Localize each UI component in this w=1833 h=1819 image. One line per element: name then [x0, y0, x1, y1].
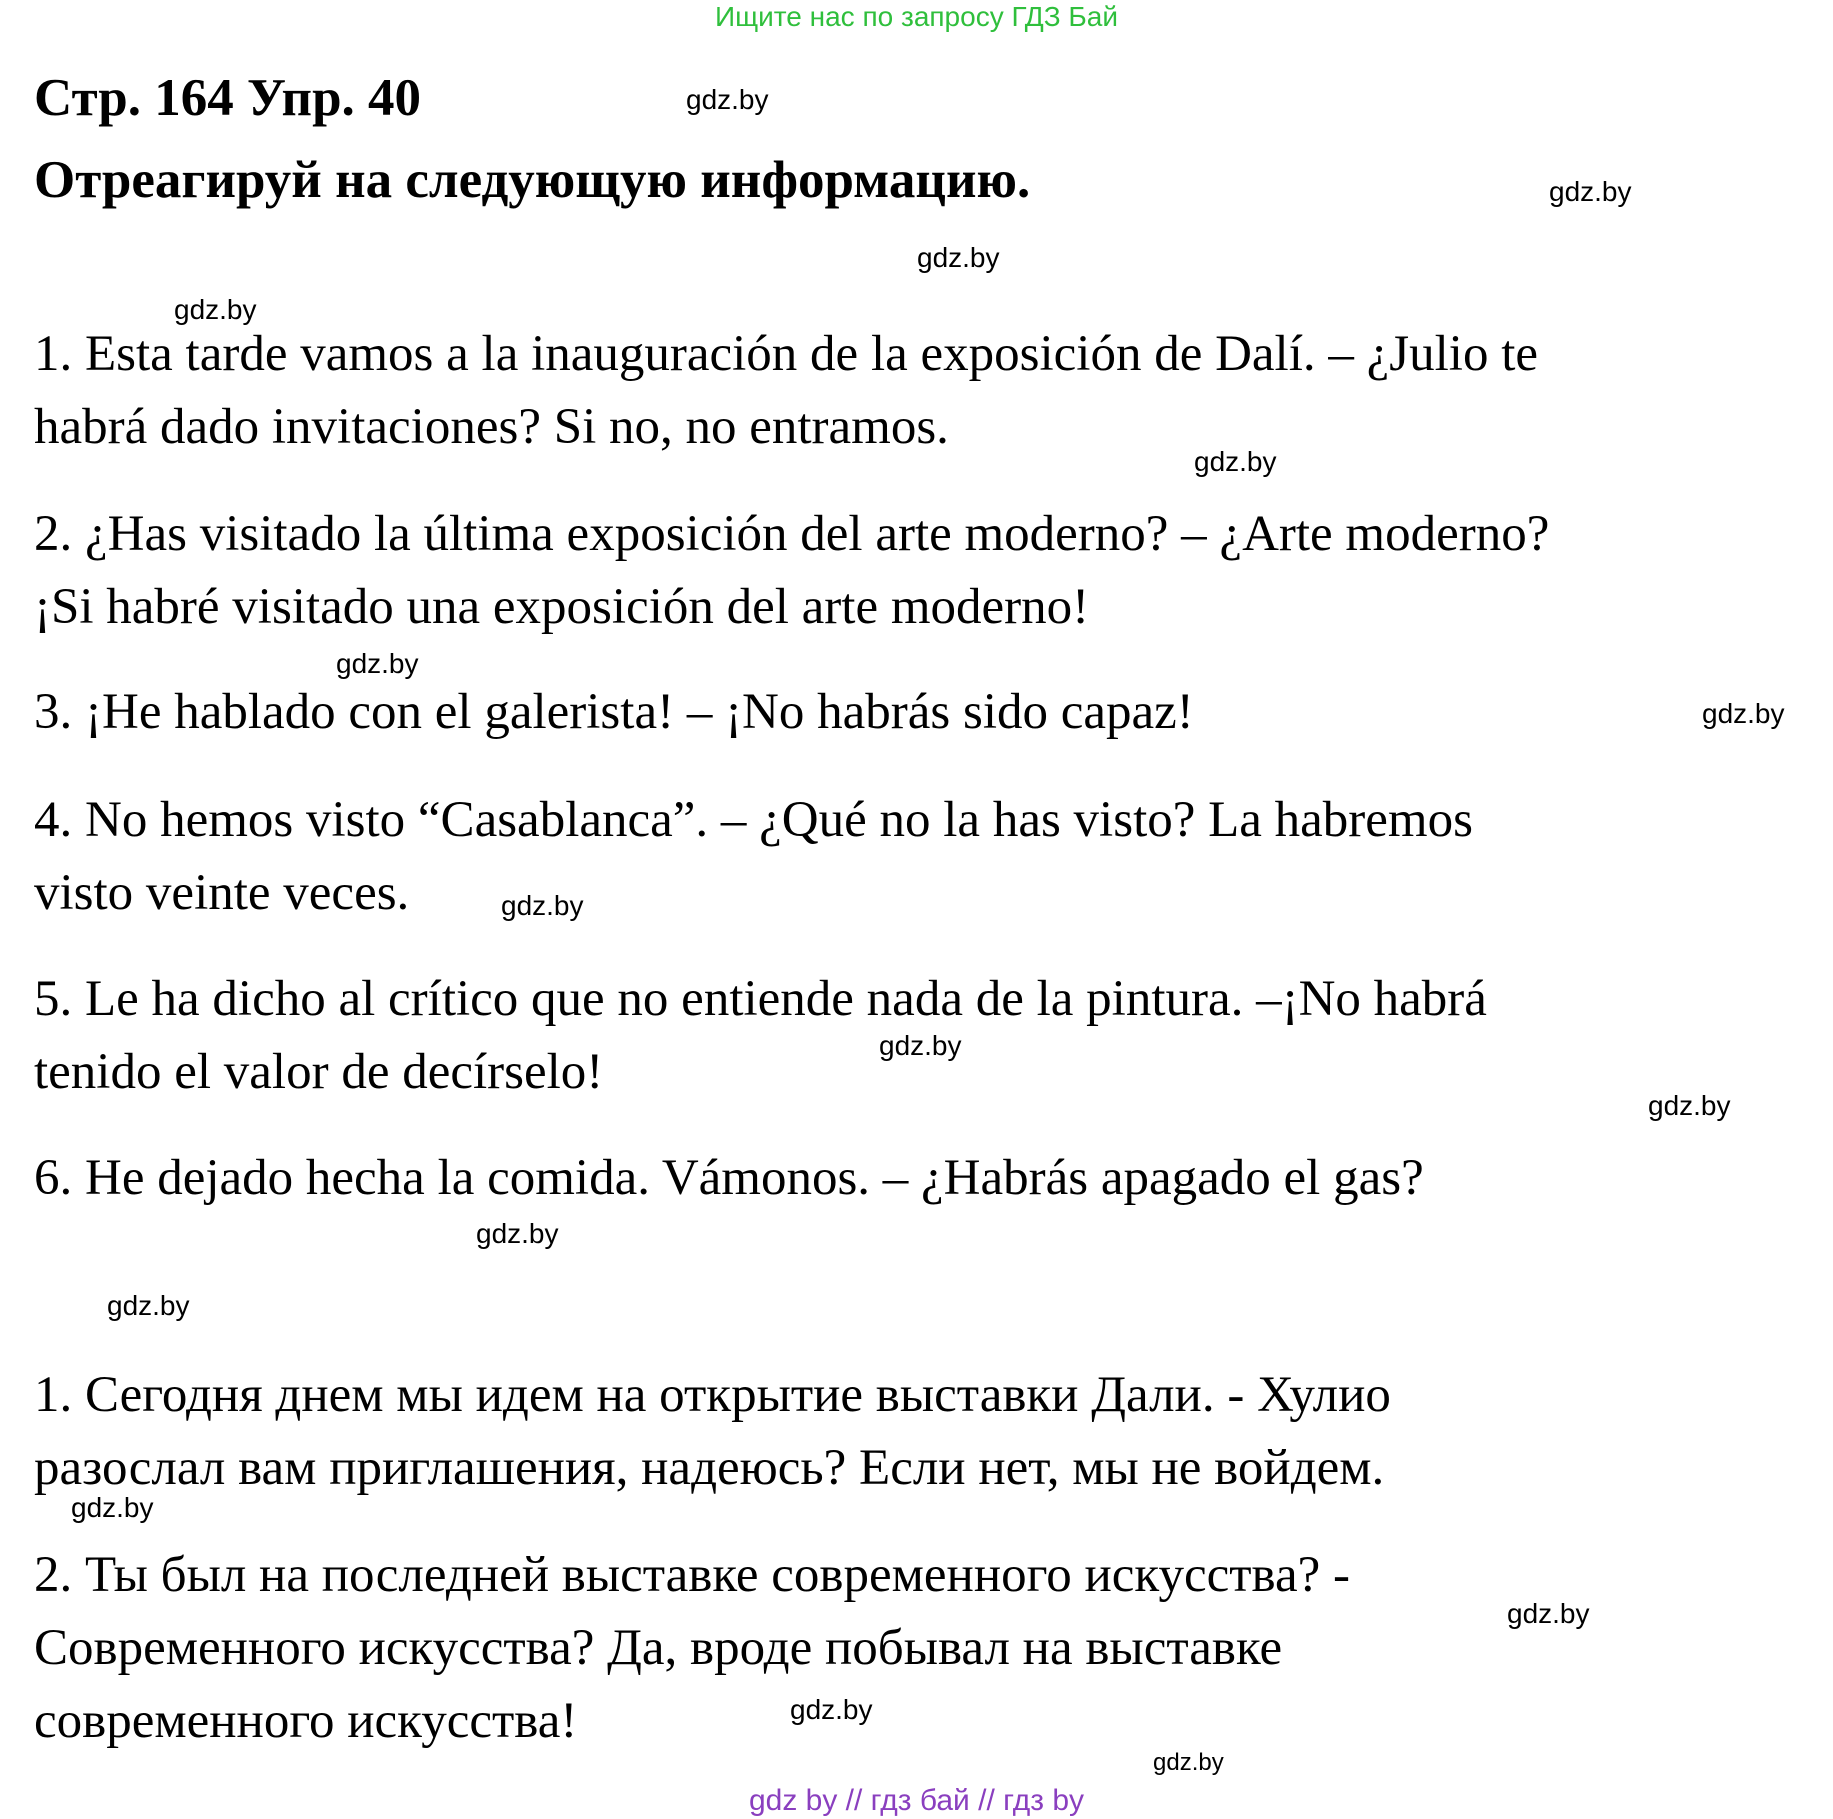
- page-title: Стр. 164 Упр. 40: [34, 69, 422, 127]
- watermark: gdz.by: [501, 890, 584, 921]
- russian-item-2: [34, 1539, 1814, 1758]
- watermark: gdz.by: [686, 84, 769, 115]
- watermark: gdz.by: [71, 1492, 154, 1523]
- spanish-item-1-line1: 1. Esta tarde vamos a la inauguración de la exposición de Dalí. – ¿Julio te: [34, 326, 1539, 382]
- spanish-item-2: [34, 498, 1814, 644]
- top-banner: Ищите нас по запросу ГДЗ Бай: [714, 1, 1119, 32]
- spanish-item-5-line1: 5. Le ha dicho al crítico que no entiende nada de la pintura. –¡No habrá: [34, 971, 1487, 1027]
- spanish-item-4-line2: visto veinte veces.: [34, 865, 410, 921]
- watermark: gdz.by: [790, 1694, 873, 1725]
- watermark: gdz.by: [1549, 176, 1632, 207]
- watermark: gdz.by: [476, 1218, 559, 1249]
- spanish-item-3-line1: 3. ¡He hablado con el galerista! – ¡No habrás sido capaz!: [34, 684, 1194, 740]
- russian-item-2-line1: 2. Ты был на последней выставке современного искусства? -: [34, 1547, 1350, 1603]
- watermark: gdz.by: [917, 242, 1000, 273]
- watermark: gdz.by: [174, 294, 257, 325]
- spanish-item-1: [34, 318, 1814, 464]
- russian-item-2-line3: современного искусства!: [34, 1693, 578, 1749]
- spanish-item-4: [34, 784, 1814, 930]
- footer-links: gdz by // гдз бай // гдз by: [748, 1784, 1085, 1817]
- spanish-item-2-line1: 2. ¿Has visitado la última exposición del arte moderno? – ¿Arte moderno?: [34, 506, 1550, 562]
- watermark: gdz.by: [336, 648, 419, 679]
- watermark: gdz.by: [1507, 1598, 1590, 1629]
- spanish-item-1-line2: habrá dado invitaciones? Si no, no entramos.: [34, 399, 949, 455]
- spanish-item-6: [34, 1142, 1814, 1215]
- spanish-item-5-line2: tenido el valor de decírselo!: [34, 1044, 604, 1100]
- watermark: gdz.by: [107, 1290, 190, 1321]
- page-subtitle: Отреагируй на следующую информацию.: [34, 151, 1031, 209]
- russian-item-1: [34, 1359, 1814, 1505]
- watermark: gdz.by: [1702, 698, 1785, 729]
- spanish-item-3: [34, 676, 1814, 749]
- watermark: gdz.by: [1194, 446, 1277, 477]
- watermark: gdz.by: [1648, 1090, 1731, 1121]
- spanish-item-2-line2: ¡Si habré visitado una exposición del arte moderno!: [34, 579, 1090, 635]
- spanish-item-6-line1: 6. He dejado hecha la comida. Vámonos. – ¿Habrás apagado el gas?: [34, 1150, 1424, 1206]
- spanish-item-4-line1: 4. No hemos visto “Casablanca”. – ¿Qué no la has visto? La habremos: [34, 792, 1473, 848]
- russian-item-2-line2: Современного искусства? Да, вроде побывал на выставке: [34, 1620, 1283, 1676]
- russian-item-1-line2: разослал вам приглашения, надеюсь? Если нет, мы не войдем.: [34, 1440, 1385, 1496]
- russian-item-1-line1: 1. Сегодня днем мы идем на открытие выставки Дали. - Хулио: [34, 1367, 1391, 1423]
- watermark: gdz.by: [879, 1030, 962, 1061]
- watermark: gdz.by: [1153, 1749, 1224, 1776]
